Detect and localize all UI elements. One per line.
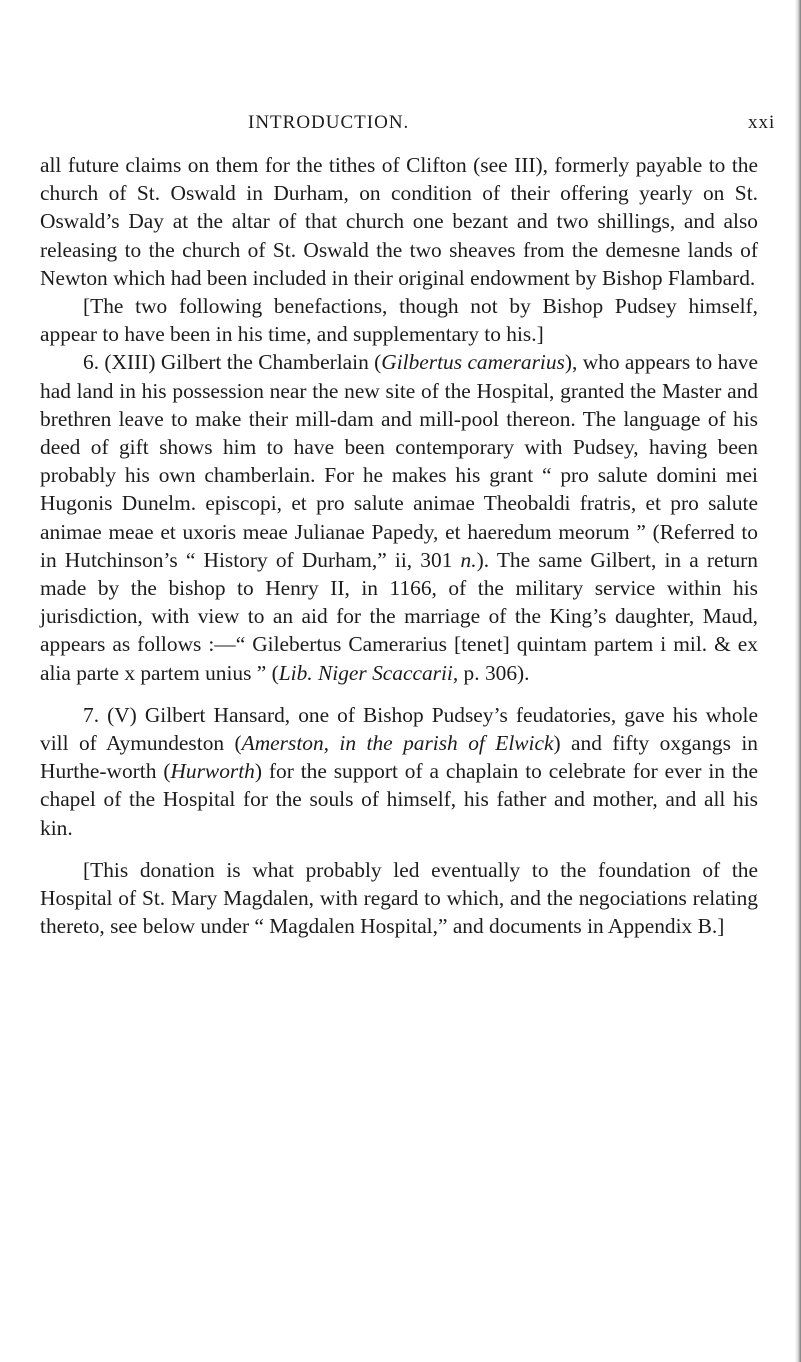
text-span: 7. (V) Gilbert Hansard, one of Bishop Pudsey’s feudatories, gave his whole vill of Aymundeston ( bbox=[40, 702, 758, 756]
text-span: 6. (XIII) Gilbert the Chamberlain ( bbox=[83, 350, 382, 375]
text-span: ), who appears to have had land in his possession near the new site of the Hospital, granted the Master and brethren leave to make their mill-dam and mill-pool thereon. The language of his deed of gift shows him to have been contemporary with Pudsey, having been probably his own chamberlain. For he makes his grant “ pro salute domini mei Hugonis Dunelm. episcopi, et pro salute animae Theobaldi fratris, et pro salute animae meae et uxoris meae Julianae Papedy, et haeredum meorum ” (Referred to in Hutchinson’s “ History of Durham,” ii, 301 bbox=[40, 350, 758, 572]
paragraph-tithes-clifton: all future claims on them for the tithes of Clifton (see III), formerly payable to the church of St. Oswald in Durham, on condition of their offering yearly on St. Oswald’s Day at the altar of that church one bezant and two shillings, and also releasing to the church of St. Oswald the two sheaves from the demesne lands of Newton which had been included in their original endowment by Bishop Flambard. bbox=[40, 153, 758, 290]
italic-note-marker: n. bbox=[460, 547, 477, 572]
running-title: INTRODUCTION. bbox=[248, 112, 410, 133]
text-span: p. 306). bbox=[458, 660, 530, 685]
page-edge-shadow bbox=[795, 0, 801, 1362]
paragraph-benefactions-note: [The two following benefactions, though not by Bishop Pudsey himself, appear to have been in his time, and supplementary to his.] bbox=[40, 294, 758, 347]
body-text bbox=[40, 151, 758, 940]
page-number: xxi bbox=[748, 112, 776, 133]
paragraph-gilbert-chamberlain bbox=[40, 348, 758, 686]
paragraph-gilbert-hansard bbox=[40, 701, 758, 842]
italic-source-title: Lib. Niger Scaccarii, bbox=[278, 660, 459, 685]
italic-place-name: Hurworth bbox=[170, 759, 255, 784]
text-span: ) and fifty oxgangs in Hurthe-worth ( bbox=[40, 731, 758, 784]
text-span: ). The same Gilbert, in a return made by the bishop to Henry II, in 1166, of the military service within his jurisdiction, with view to an aid for the marriage of the King’s daughter, Maud, appears as follows :—“ Gilebertus Camerarius [tenet] quintam partem i mil. & ex alia parte x partem unius ” ( bbox=[40, 547, 758, 685]
italic-place-name: Amerston, in the parish of Elwick bbox=[241, 731, 554, 756]
text-span: ) for the support of a chaplain to celebrate for ever in the chapel of the Hospital for the souls of himself, his father and mother, and all his kin. bbox=[40, 759, 758, 840]
paragraph-magdalen-note: [This donation is what probably led eventually to the foundation of the Hospital of St. Mary Magdalen, with regard to which, and the negociations relating thereto, see below under “ Magdalen Hospital,” and documents in Appendix B.] bbox=[40, 857, 758, 939]
running-header bbox=[0, 112, 801, 142]
italic-latin-name: Gilbertus camerarius bbox=[381, 350, 565, 375]
